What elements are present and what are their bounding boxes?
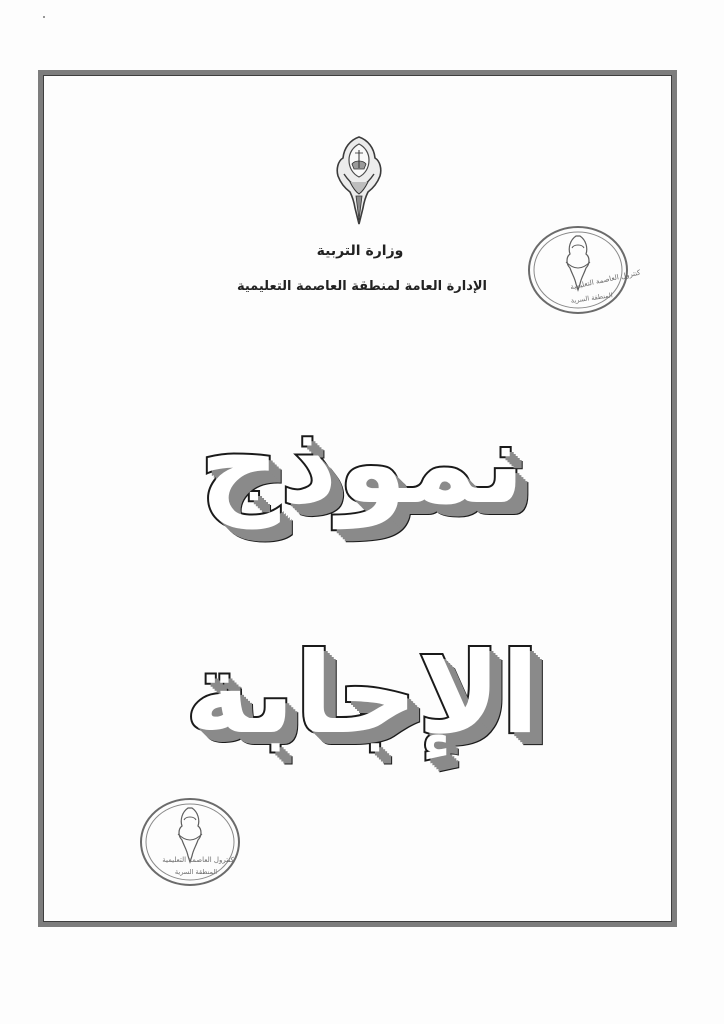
scan-speck <box>43 16 45 18</box>
seal-stamp-icon <box>138 796 242 888</box>
ministry-name: وزارة التربية <box>316 243 404 259</box>
stamp-text-line1: كنترول العاصمة التعليمية <box>569 268 642 292</box>
page-title-line-2: الإجابة <box>184 629 540 759</box>
directorate-name: الإدارة العامة لمنطقة العاصمة التعليمية <box>236 279 488 294</box>
stamp-text-line2: المنطقة السرية <box>570 291 614 305</box>
state-emblem-icon <box>332 134 386 226</box>
stamp-text-line1: كنترول العاصمة التعليمية <box>162 856 234 864</box>
seal-stamp-icon <box>526 224 642 316</box>
stamp-text-line2: المنطقة السرية <box>174 868 218 876</box>
page-title-line-1: نموذج <box>199 399 525 529</box>
